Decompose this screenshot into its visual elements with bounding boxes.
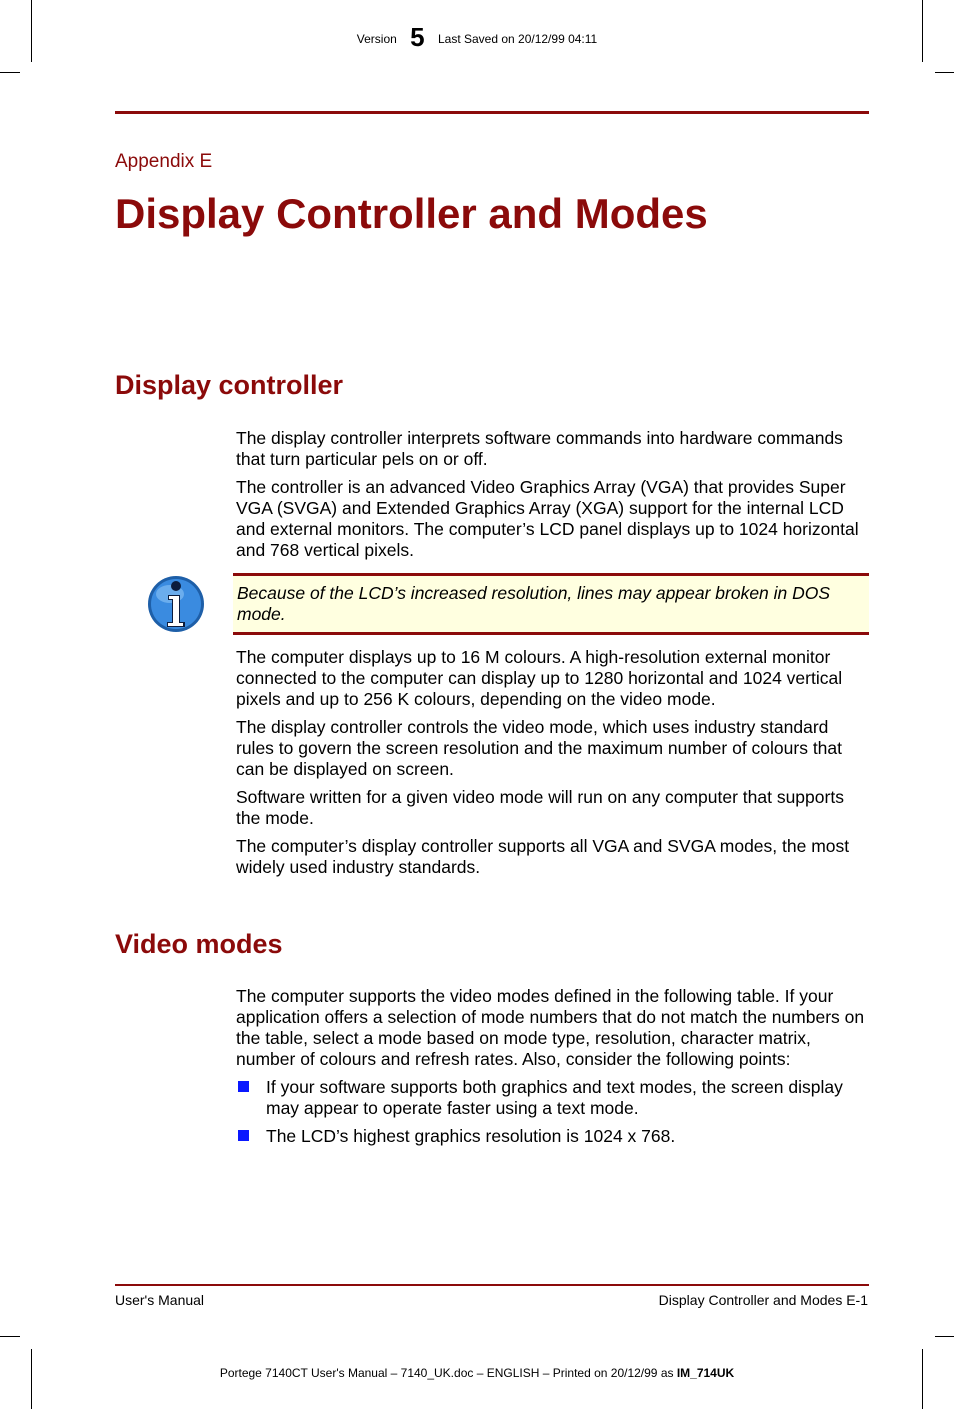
appendix-label: Appendix E xyxy=(115,151,213,172)
list-item-text: The LCD’s highest graphics resolution is 1024 x 768. xyxy=(266,1126,676,1146)
bullet-square-icon xyxy=(238,1130,249,1141)
crop-mark xyxy=(935,1336,954,1337)
crop-mark xyxy=(0,72,20,73)
footer-right: Display Controller and Modes E-1 xyxy=(658,1292,868,1308)
section-heading-video-modes: Video modes xyxy=(115,929,283,959)
version-number: 5 xyxy=(410,22,425,52)
header-rule xyxy=(115,111,869,114)
list-item xyxy=(236,1126,869,1147)
note-box xyxy=(233,573,869,635)
footer-left: User's Manual xyxy=(115,1292,205,1308)
paragraph: The display controller interprets software commands into hardware commands that turn particular pels on or off. xyxy=(236,428,843,469)
paragraph: The computer displays up to 16 M colours. A high-resolution external monitor connected to the computer can display up to 1280 horizontal and 1024 vertical pixels and up to 256 K colours, depending on the video mode. xyxy=(236,647,843,709)
paragraph: The computer’s display controller supports all VGA and SVGA modes, the most widely used industry standards. xyxy=(236,836,850,877)
paragraph: The computer supports the video modes defined in the following table. If your application offers a selection of mode numbers that do not match the numbers on the table, select a mode based on mode type, resolution, character matrix, number of colours and refresh rates. Also, consider the following points: xyxy=(236,986,865,1069)
crop-mark xyxy=(0,1336,20,1337)
page-title: Display Controller and Modes xyxy=(115,190,708,237)
print-info-text: Portege 7140CT User's Manual – 7140_UK.doc – ENGLISH – Printed on 20/12/99 as xyxy=(219,1366,677,1380)
video-modes-body xyxy=(236,986,869,1154)
section-heading-display-controller: Display controller xyxy=(115,370,344,400)
display-controller-intro xyxy=(236,428,869,568)
paragraph: The controller is an advanced Video Graphics Array (VGA) that provides Super VGA (SVGA) and Extended Graphics Array (XGA) support for the internal LCD and external monitors. The computer’s LCD panel displays up to 1024 horizontal and 768 vertical pixels. xyxy=(236,477,859,560)
footer-rule xyxy=(115,1284,869,1286)
info-icon xyxy=(146,574,206,634)
bullet-square-icon xyxy=(238,1081,249,1092)
bullet-list xyxy=(236,1077,869,1147)
paragraph: The display controller controls the video mode, which uses industry standard rules to govern the screen resolution and the maximum number of colours that can be displayed on screen. xyxy=(236,717,843,779)
crop-mark xyxy=(935,72,954,73)
list-item-text: If your software supports both graphics and text modes, the screen display may appear to operate faster using a text mode. xyxy=(266,1077,843,1118)
note-text: Because of the LCD’s increased resolution, lines may appear broken in DOS mode. xyxy=(237,583,831,624)
list-item xyxy=(236,1077,869,1119)
version-header xyxy=(0,22,954,53)
print-info xyxy=(0,1366,954,1380)
display-controller-details xyxy=(236,647,869,885)
last-saved: Last Saved on 20/12/99 04:11 xyxy=(437,32,598,46)
paragraph: Software written for a given video mode will run on any computer that supports the mode. xyxy=(236,787,844,828)
print-info-code: IM_714UK xyxy=(676,1366,735,1380)
version-label: Version xyxy=(356,32,397,46)
